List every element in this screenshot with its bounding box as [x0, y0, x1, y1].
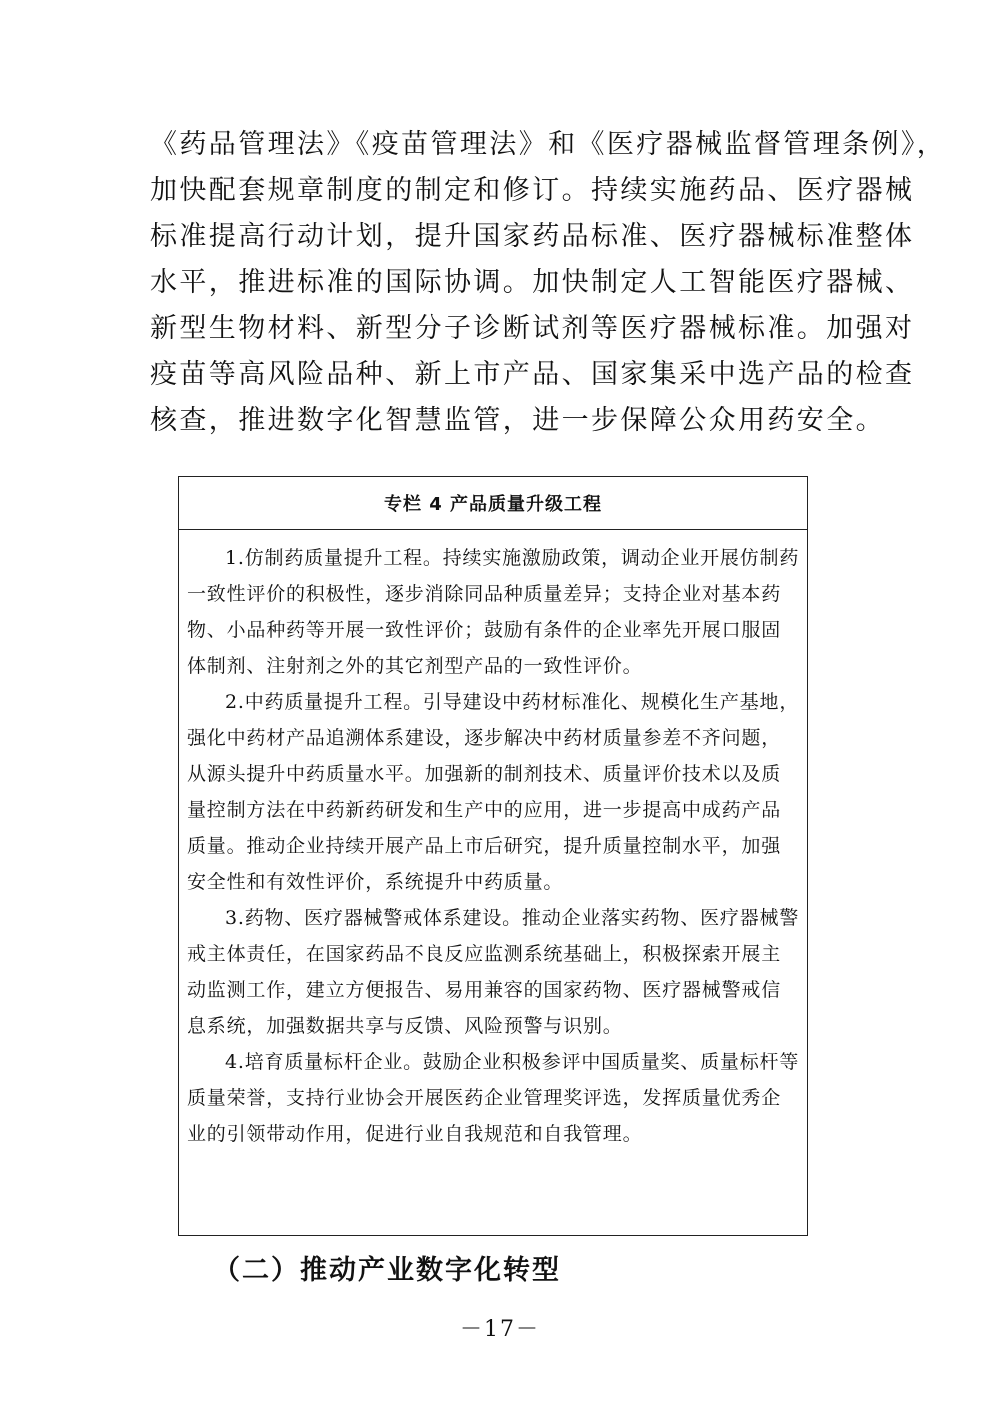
box-line: 从源头提升中药质量水平。加强新的制剂技术、质量评价技术以及质: [187, 763, 782, 785]
body-line: 疫苗等高风险品种、新上市产品、国家集采中选产品的检查: [150, 359, 915, 390]
box-line: 息系统，加强数据共享与反馈、风险预警与识别。: [187, 1015, 623, 1037]
box-line: 质量。推动企业持续开展产品上市后研究，提升质量控制水平，加强: [187, 835, 782, 857]
body-line: 标准提高行动计划，提升国家药品标准、医疗器械标准整体: [150, 221, 915, 252]
box-line: 质量荣誉，支持行业协会开展医药企业管理奖评选，发挥质量优秀企: [187, 1087, 782, 1109]
body-line: 加快配套规章制度的制定和修订。持续实施药品、医疗器械: [150, 175, 915, 206]
body-line: 新型生物材料、新型分子诊断试剂等医疗器械标准。加强对: [150, 313, 915, 344]
box-line: 强化中药材产品追溯体系建设，逐步解决中药材质量参差不齐问题，: [187, 727, 782, 749]
box-line: 4.培育质量标杆企业。鼓励企业积极参评中国质量奖、质量标杆等: [225, 1051, 800, 1073]
box-item-4: [187, 1044, 807, 1152]
box-item-3: [187, 900, 807, 1044]
box-line: 物、小品种药等开展一致性评价；鼓励有条件的企业率先开展口服固: [187, 619, 782, 641]
box-line: 安全性和有效性评价，系统提升中药质量。: [187, 871, 564, 893]
box-line: 戒主体责任，在国家药品不良反应监测系统基础上，积极探索开展主: [187, 943, 782, 965]
box-line: 一致性评价的积极性，逐步消除同品种质量差异；支持企业对基本药: [187, 583, 782, 605]
body-line: 水平，推进标准的国际协调。加快制定人工智能医疗器械、: [150, 267, 915, 298]
box-line: 量控制方法在中药新药研发和生产中的应用，进一步提高中成药产品: [187, 799, 782, 821]
body-line: 《药品管理法》《疫苗管理法》和《医疗器械监督管理条例》，: [150, 129, 947, 160]
box-item-2: [187, 684, 807, 900]
box-line: 3.药物、医疗器械警戒体系建设。推动企业落实药物、医疗器械警: [225, 907, 800, 929]
box-line: 动监测工作，建立方便报告、易用兼容的国家药物、医疗器械警戒信: [187, 979, 782, 1001]
body-line: 核查，推进数字化智慧监管，进一步保障公众用药安全。: [150, 405, 885, 436]
page-number: －17－: [460, 1317, 540, 1342]
body-paragraph: [150, 122, 947, 444]
box-item-1: [187, 540, 807, 684]
feature-box-title: 专栏 4 产品质量升级工程: [179, 477, 807, 530]
box-line: 体制剂、注射剂之外的其它剂型产品的一致性评价。: [187, 655, 643, 677]
section-heading: （二）推动产业数字化转型: [213, 1255, 561, 1286]
box-line: 2.中药质量提升工程。引导建设中药材标准化、规模化生产基地，: [225, 691, 800, 713]
feature-box: [178, 476, 808, 1236]
box-line: 1.仿制药质量提升工程。持续实施激励政策，调动企业开展仿制药: [225, 547, 800, 569]
feature-box-body: [179, 530, 807, 1152]
box-line: 业的引领带动作用，促进行业自我规范和自我管理。: [187, 1123, 643, 1145]
